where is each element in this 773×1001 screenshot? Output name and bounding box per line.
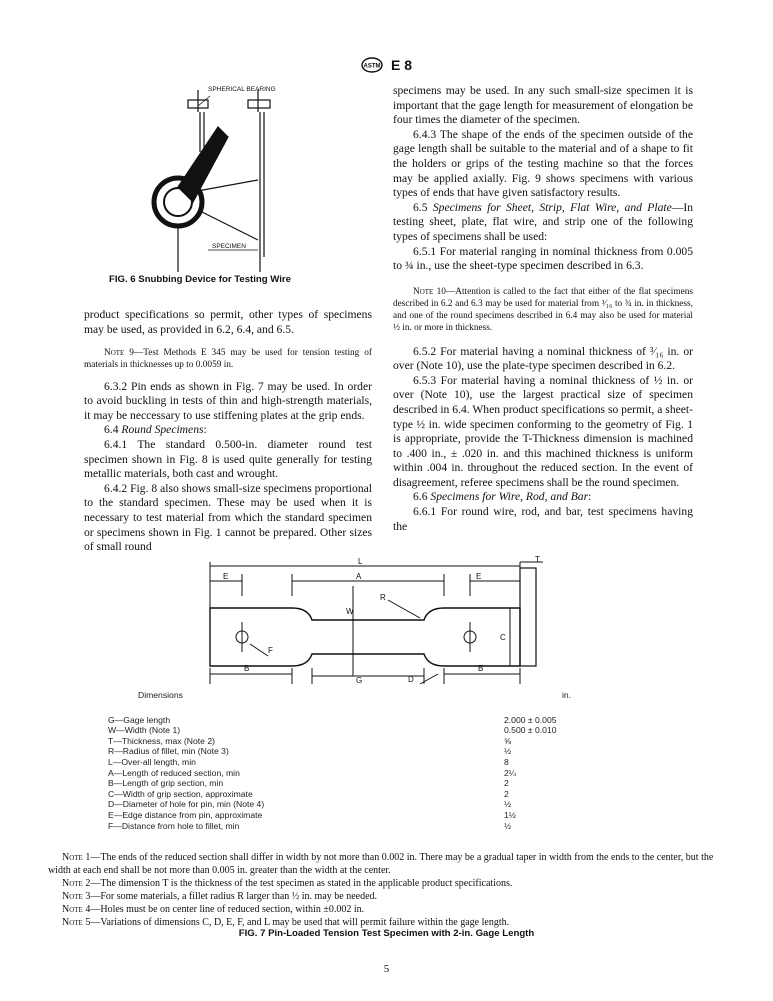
left-column — [84, 308, 372, 555]
dim-label-F: F — [268, 646, 273, 655]
dimension-value: ½ — [504, 820, 512, 831]
section-6-4-heading — [84, 423, 372, 438]
dimension-value: ½ — [504, 746, 512, 757]
fig7-note-4-label: Note 4 — [62, 904, 91, 915]
dim-label-E-right: E — [476, 572, 482, 581]
fig7-note-2 — [48, 877, 723, 890]
section-6-4-tail: : — [203, 423, 207, 437]
fig7-notes — [48, 851, 723, 929]
right-paragraph-6-5-2: 6.5.2 For material having a nominal thickness of ³⁄₁₆ in. or over (Note 10), use the plate-type specimen described in 6.2. — [393, 344, 693, 373]
note-10-text: —Attention is called to the fact that either of the flat specimens described in 6.2 and 6.3 may be used for material from ³⁄₁₆ to ¾ in. in thickness, and one of the round specimens described in 6.4 may also be used for material ½ in. or more in thickness. — [393, 286, 693, 334]
fig7-note-3-label: Note 3 — [62, 891, 91, 902]
dimensions-table — [108, 690, 678, 831]
dimension-row — [108, 768, 678, 779]
fig7-note-2-text: —The dimension T is the thickness of the test specimen as stated in the applicable product specifications. — [90, 878, 513, 889]
dimension-name: E—Edge distance from pin, approximate — [108, 809, 263, 820]
dimension-name: R—Radius of fillet, min (Note 3) — [108, 746, 229, 757]
dimension-name: G—Gage length — [108, 714, 171, 725]
section-6-4-title: Round Specimens — [121, 423, 204, 437]
dimension-row — [108, 799, 678, 810]
bearing-label: SPHERICAL BEARING — [208, 86, 276, 93]
dimension-row — [108, 757, 678, 768]
note-9 — [84, 347, 372, 371]
fig7-note-4 — [48, 903, 723, 916]
svg-text:ASTM: ASTM — [363, 63, 381, 70]
dimension-value: ½ — [504, 799, 512, 810]
dimension-value: 2.000 ± 0.005 — [504, 714, 557, 725]
section-6-6-heading — [393, 490, 693, 505]
dimension-row — [108, 746, 678, 757]
right-paragraph-1: specimens may be used. In any such small-size specimen it is important that the gage length for measurement of elongation be four times the diameter of the specimen. — [393, 84, 693, 127]
section-6-5-heading — [393, 201, 693, 245]
fig7-note-5-text: —Variations of dimensions C, D, E, F, and L may be used that will permit failure within the gage length. — [90, 917, 510, 928]
dimension-name: C—Width of grip section, approximate — [108, 788, 253, 799]
left-paragraph-6-4-1: 6.4.1 The standard 0.500-in. diameter round test specimen shown in Fig. 8 is used quite generally for testing metallic materials, both cast and wrought. — [84, 437, 372, 481]
standard-code: E 8 — [390, 57, 412, 74]
fig7-note-1-label: Note 1 — [62, 852, 91, 863]
dimension-row — [108, 725, 678, 736]
dim-label-C: C — [500, 633, 506, 642]
dimension-value: ⅝ — [504, 735, 512, 746]
section-6-6-number: 6.6 — [413, 490, 428, 504]
dim-label-B-left: B — [244, 664, 250, 673]
right-paragraph-6-6-1: 6.6.1 For round wire, rod, and bar, test specimens having the — [393, 505, 693, 533]
fig7-note-3 — [48, 890, 723, 903]
dim-label-D: D — [408, 675, 414, 684]
right-column — [393, 84, 693, 534]
section-6-4-number: 6.4 — [104, 423, 119, 437]
fig7-specimen-drawing — [198, 556, 558, 686]
dimension-name: A—Length of reduced section, min — [108, 767, 240, 778]
section-6-5-title: Specimens for Sheet, Strip, Flat Wire, and Plate — [432, 200, 672, 214]
dimension-row — [108, 736, 678, 747]
fig7-note-2-label: Note 2 — [62, 878, 91, 889]
fig7-note-4-text: —Holes must be on center line of reduced section, within ±0.002 in. — [90, 904, 365, 915]
note-9-label: Note 9 — [104, 348, 134, 359]
dim-label-R: R — [380, 593, 386, 602]
dimension-row — [108, 821, 678, 832]
dimension-row — [108, 789, 678, 800]
dim-label-W: W — [346, 607, 354, 616]
fig7-note-3-text: —For some materials, a fillet radius R larger than ½ in. may be needed. — [90, 891, 378, 902]
dimension-value: 2 — [504, 788, 509, 799]
dimension-value: 1½ — [504, 809, 516, 820]
dimension-name: T—Thickness, max (Note 2) — [108, 735, 215, 746]
dim-label-B-right: B — [478, 664, 484, 673]
section-6-6-title: Specimens for Wire, Rod, and Bar — [430, 490, 589, 504]
dim-label-A: A — [356, 572, 362, 581]
dimensions-rows — [108, 715, 678, 832]
right-paragraph-6-4-3: 6.4.3 The shape of the ends of the specimen outside of the gage length shall be suitable to the material and of a shape to fit the holders or grips of the testing machine so that the forces may be applied axially. Fig. 9 shows specimens with various types of ends that have given satisfactory results. — [393, 127, 693, 200]
page-header — [0, 56, 773, 74]
right-paragraph-6-5-1: 6.5.1 For material ranging in nominal thickness from 0.005 to ¾ in., use the sheet-type specimen described in 6.3. — [393, 244, 693, 273]
right-paragraph-6-5-3: 6.5.3 For material having a nominal thickness of ½ in. or over (Note 10), use the largest practical size of specimen described in 6.4. When product specifications so permit, a sheet-type ½ in. wide specimen conforming to the geometry of Fig. 1 is appropriate, provide the T-Thickness dimension is machined to .400 in., ± .020 in. and this machined thickness is uniform within .004 in. throughout the reduced section. In the event of disagreement, referee specimens shall be the round specimen. — [393, 373, 693, 489]
fig7-note-1-text: —The ends of the reduced section shall differ in width by not more than 0.002 in. There may be a gradual taper in width from the ends to the center, but the width at each end shall be not more than 0.005 in. greater than the width at the center. — [48, 852, 714, 876]
dimension-row — [108, 715, 678, 726]
fig6-snubbing-device-drawing — [148, 82, 318, 272]
dimension-row — [108, 778, 678, 789]
dimension-name: F—Distance from hole to fillet, min — [108, 820, 240, 831]
section-6-5-tail: —In testing sheet, plate, flat wire, and strip one of the following types of specimens shall be used: — [393, 200, 694, 243]
fig7-note-5-label: Note 5 — [62, 917, 91, 928]
fig7-note-1 — [48, 851, 723, 877]
dim-label-L: L — [358, 557, 363, 566]
dimension-name: L—Over-all length, min — [108, 756, 196, 767]
dim-label-E-left: E — [223, 572, 229, 581]
dimensions-table-header — [108, 690, 678, 701]
astm-logo-icon — [361, 57, 383, 73]
dimension-name: W—Width (Note 1) — [108, 725, 181, 736]
section-6-5-number: 6.5 — [413, 200, 428, 214]
dimensions-header: Dimensions — [138, 690, 183, 700]
dim-label-T: T — [535, 556, 540, 564]
note-9-text: —Test Methods E 345 may be used for tension testing of materials in thicknesses up to 0.0059 in. — [84, 348, 372, 371]
note-10-label: Note 10 — [413, 286, 446, 297]
dimension-value: 8 — [504, 756, 509, 767]
dimension-name: B—Length of grip section, min — [108, 778, 224, 789]
dim-label-G: G — [356, 676, 363, 685]
units-header: in. — [562, 690, 572, 700]
note-10 — [393, 286, 693, 335]
dimension-value: 0.500 ± 0.010 — [504, 725, 557, 736]
fig6-caption: FIG. 6 Snubbing Device for Testing Wire — [108, 274, 292, 285]
specimen-label: SPECIMEN — [212, 243, 246, 250]
dimension-value: 2 — [504, 778, 509, 789]
section-6-6-tail: : — [588, 490, 592, 504]
left-paragraph-6-4-2: 6.4.2 Fig. 8 also shows small-size specimens proportional to the standard specimen. These may be used when it is necessary to test material from which the standard specimen or specimens shown in Fig. 1 cannot be prepared. Other sizes of small round — [84, 481, 372, 554]
fig7-caption: FIG. 7 Pin-Loaded Tension Test Specimen with 2-in. Gage Length — [238, 928, 535, 939]
left-paragraph-6-3-2: 6.3.2 Pin ends as shown in Fig. 7 may be used. In order to avoid buckling in tests of thin and high-strength materials, it may be neccessary to use stiffening plates at the grip ends. — [84, 379, 372, 422]
dimension-name: D—Diameter of hole for pin, min (Note 4) — [108, 799, 265, 810]
left-paragraph-1: product specifications so permit, other types of specimens may be used, as provided in 6.2, 6.4, and 6.5. — [84, 308, 372, 336]
dimension-row — [108, 810, 678, 821]
dimension-value: 2¼ — [504, 767, 516, 778]
page-number: 5 — [383, 963, 390, 975]
